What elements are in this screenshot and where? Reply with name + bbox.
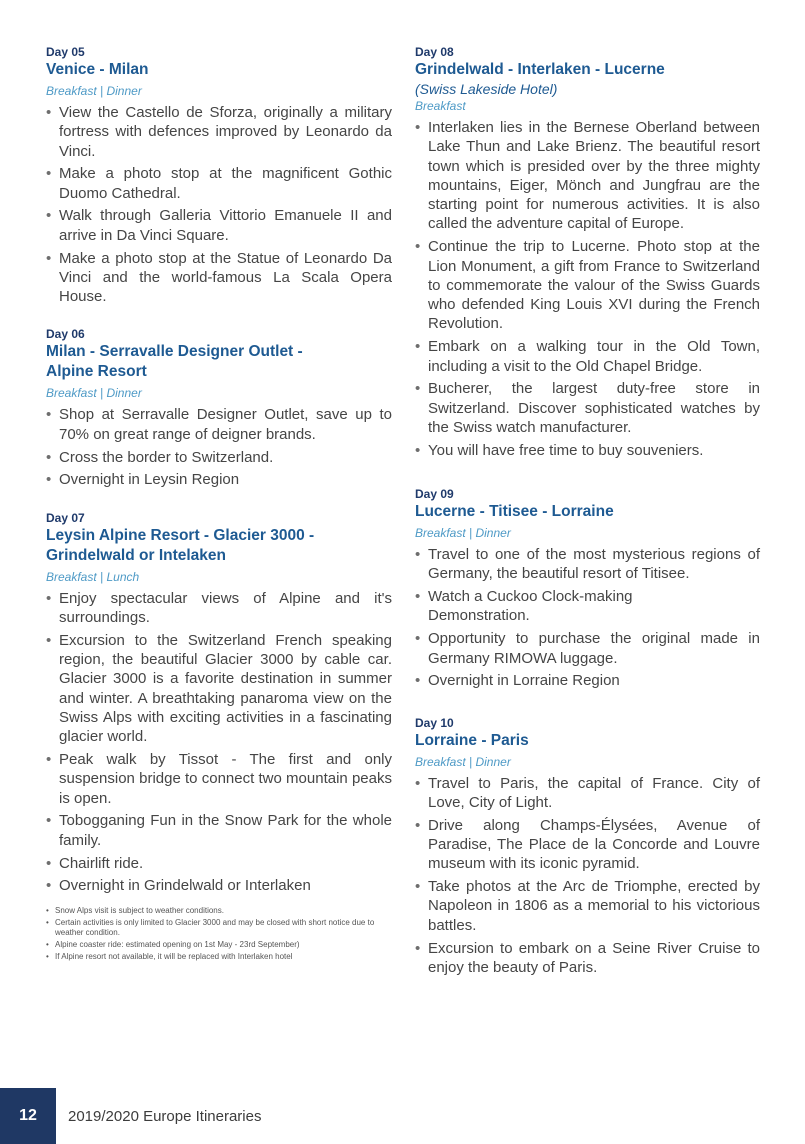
item-text: Overnight in Grindelwald or Interlaken (59, 877, 311, 895)
list-item (46, 876, 392, 895)
bullet-icon: • (415, 238, 421, 256)
item-text: Chairlift ride. (59, 854, 144, 872)
bullet-icon: • (415, 380, 421, 398)
footnote (46, 952, 392, 962)
day-section (415, 44, 760, 460)
list-item (46, 854, 392, 873)
item-text: Travel to one of the most mysterious regions of Germany, the beautiful resort of Titisee. (428, 546, 760, 583)
item-text: Cross the border to Switzerland. (59, 448, 274, 466)
bullet-icon: • (46, 104, 52, 121)
bullet-icon: • (415, 939, 421, 957)
day-meals: Breakfast | Dinner (46, 84, 142, 98)
page-number: 12 (19, 1107, 37, 1124)
list-item (46, 206, 392, 245)
item-text: Take photos at the Arc de Triomphe, erected by Napoleon in 1806 as a memorial to his victorious battles. (428, 878, 760, 934)
day-title: Grindelwald - Interlaken - Lucerne (415, 61, 665, 78)
bullet-icon: • (415, 441, 421, 459)
day-title: Venice - Milan (46, 61, 149, 78)
day-title: Milan - Serravalle Designer Outlet - Alpine Resort (46, 343, 303, 381)
bullet-icon: • (46, 448, 52, 466)
day-number: Day 09 (415, 487, 454, 502)
item-text: Continue the trip to Lucerne. Photo stop at the Lion Monument, a gift from France to Switzerland to commemorate the valour of the Swiss Guards who defended King Louis XVI during the French Revolution. (428, 238, 760, 333)
item-text: Opportunity to purchase the original made in Germany RIMOWA luggage. (428, 630, 760, 667)
list-item (46, 164, 392, 203)
list-item (415, 816, 760, 874)
bullet-icon: • (46, 951, 49, 961)
item-text: Overnight in Lorraine Region (428, 672, 620, 690)
left-column (46, 44, 392, 964)
item-text: Tobogganing Fun in the Snow Park for the whole family. (59, 812, 392, 849)
item-text: Drive along Champs-Élysées, Avenue of Paradise, The Place de la Concorde and Louvre museum with its iconic pyramid. (428, 816, 760, 873)
bullet-icon: • (46, 905, 49, 915)
bullet-icon: • (415, 546, 421, 564)
list-item (415, 774, 760, 813)
footnote-text: Certain activities is only limited to Glacier 3000 and may be closed with short notice due to weather condition. (55, 917, 375, 937)
bullet-icon: • (46, 207, 52, 225)
day-number: Day 10 (415, 715, 454, 730)
activity-list (415, 774, 760, 977)
bullet-icon: • (415, 119, 421, 136)
bullet-icon: • (415, 630, 421, 648)
list-item (46, 470, 392, 489)
item-text: Peak walk by Tissot - The first and only suspension bridge to connect two mountain peaks is open. (59, 751, 392, 807)
day-section (415, 715, 760, 977)
item-text: Excursion to embark on a Seine River Cruise to enjoy the beauty of Paris. (428, 939, 760, 976)
list-item (415, 587, 760, 626)
footnote-text: Alpine coaster ride: estimated opening on 1st May - 23rd September) (55, 939, 300, 949)
bullet-icon: • (46, 589, 52, 607)
footer-title: 2019/2020 Europe Itineraries (68, 1108, 262, 1125)
bullet-icon: • (415, 878, 421, 896)
bullet-icon: • (46, 471, 52, 489)
list-item (415, 379, 760, 437)
list-item (46, 405, 392, 444)
page-number-badge (0, 1088, 56, 1144)
bullet-icon: • (415, 338, 421, 356)
list-item (46, 249, 392, 307)
list-item (415, 939, 760, 978)
day-number: Day 07 (46, 510, 85, 525)
item-text: Shop at Serravalle Designer Outlet, save up to 70% on great range of deigner brands. (59, 406, 392, 443)
item-text: Watch a Cuckoo Clock-making Demonstration. (428, 588, 633, 625)
day-title: Leysin Alpine Resort - Glacier 3000 - Grindelwald or Intelaken (46, 526, 315, 564)
bullet-icon: • (415, 672, 421, 690)
item-text: Overnight in Leysin Region (59, 471, 240, 489)
item-text: Bucherer, the largest duty-free store in Switzerland. Discover sophisticated watches by the Swiss watch manufacturer. (428, 380, 760, 436)
day-section (46, 326, 392, 489)
list-item (415, 671, 760, 690)
list-item (415, 545, 760, 584)
item-text: Walk through Galleria Vittorio Emanuele II and arrive in Da Vinci Square. (59, 207, 392, 244)
footnote (46, 940, 392, 950)
item-text: Travel to Paris, the capital of France. City of Love, City of Light. (428, 774, 760, 811)
footnote-text: Snow Alps visit is subject to weather conditions. (55, 905, 224, 915)
list-item (46, 589, 392, 628)
bullet-icon: • (46, 877, 52, 895)
bullet-icon: • (46, 939, 49, 949)
footnotes (46, 906, 392, 962)
day-meals: Breakfast (415, 99, 466, 113)
day-section (46, 44, 392, 306)
list-item (415, 441, 760, 460)
list-item (46, 448, 392, 467)
list-item (46, 103, 392, 161)
list-item (415, 118, 760, 234)
list-item (415, 337, 760, 376)
day-meals: Breakfast | Dinner (415, 526, 511, 541)
list-item (415, 629, 760, 668)
day-section (46, 510, 392, 896)
list-item (46, 631, 392, 747)
item-text: Embark on a walking tour in the Old Town, including a visit to the Old Chapel Bridge. (428, 338, 760, 375)
footnote (46, 918, 392, 938)
bullet-icon: • (415, 588, 421, 606)
activity-list (415, 545, 760, 691)
bullet-icon: • (46, 917, 49, 927)
activity-list (46, 405, 392, 489)
list-item (46, 750, 392, 808)
bullet-icon: • (46, 812, 52, 830)
bullet-icon: • (46, 631, 52, 649)
day-title: Lucerne - Titisee - Lorraine (415, 503, 614, 521)
list-item (46, 811, 392, 850)
day-meals: Breakfast | Dinner (415, 754, 511, 769)
item-text: Enjoy spectacular views of Alpine and it's surroundings. (59, 589, 392, 626)
item-text: Excursion to the Switzerland French speaking region, the beautiful Glacier 3000 by cable car. Glacier 3000 is a favorite destination in summer and winter. A breathtaking panaroma view on the Swiss Alps with exciting activities in a fascinating glacier world. (59, 631, 392, 746)
bullet-icon: • (415, 774, 421, 792)
bullet-icon: • (46, 406, 52, 424)
bullet-icon: • (46, 165, 52, 183)
item-text: Interlaken lies in the Bernese Oberland between Lake Thun and Lake Brienz. The beautiful resort town which is presided over by the three mighty mountains, Eiger, Mönch and Jungfrau are the starting point for numerous activities. It is also called the adventure capital of Europe. (428, 119, 760, 233)
item-text: View the Castello de Sforza, originally a military fortress with defences improved by Leonardo da Vinci. (59, 104, 392, 160)
day-number: Day 08 (415, 45, 454, 59)
item-text: Make a photo stop at the Statue of Leonardo Da Vinci and the world-famous La Scala Opera House. (59, 249, 392, 306)
bullet-icon: • (46, 249, 52, 267)
right-column (415, 44, 760, 997)
day-hotel: (Swiss Lakeside Hotel) (415, 81, 558, 97)
activity-list (415, 118, 760, 460)
day-meals: Breakfast | Lunch (46, 569, 140, 584)
day-number: Day 06 (46, 327, 85, 342)
activity-list (46, 103, 392, 306)
list-item (415, 237, 760, 333)
bullet-icon: • (415, 816, 421, 834)
footnote (46, 906, 392, 916)
day-number: Day 05 (46, 45, 85, 59)
day-meals: Breakfast | Dinner (46, 386, 142, 401)
bullet-icon: • (46, 854, 52, 872)
item-text: Make a photo stop at the magnificent Gothic Duomo Cathedral. (59, 165, 392, 202)
day-title: Lorraine - Paris (415, 731, 529, 749)
list-item (415, 877, 760, 935)
bullet-icon: • (46, 751, 52, 769)
activity-list (46, 589, 392, 896)
day-section (415, 486, 760, 691)
item-text: You will have free time to buy souveniers. (428, 441, 704, 459)
footnote-text: If Alpine resort not available, it will be replaced with Interlaken hotel (55, 951, 293, 961)
